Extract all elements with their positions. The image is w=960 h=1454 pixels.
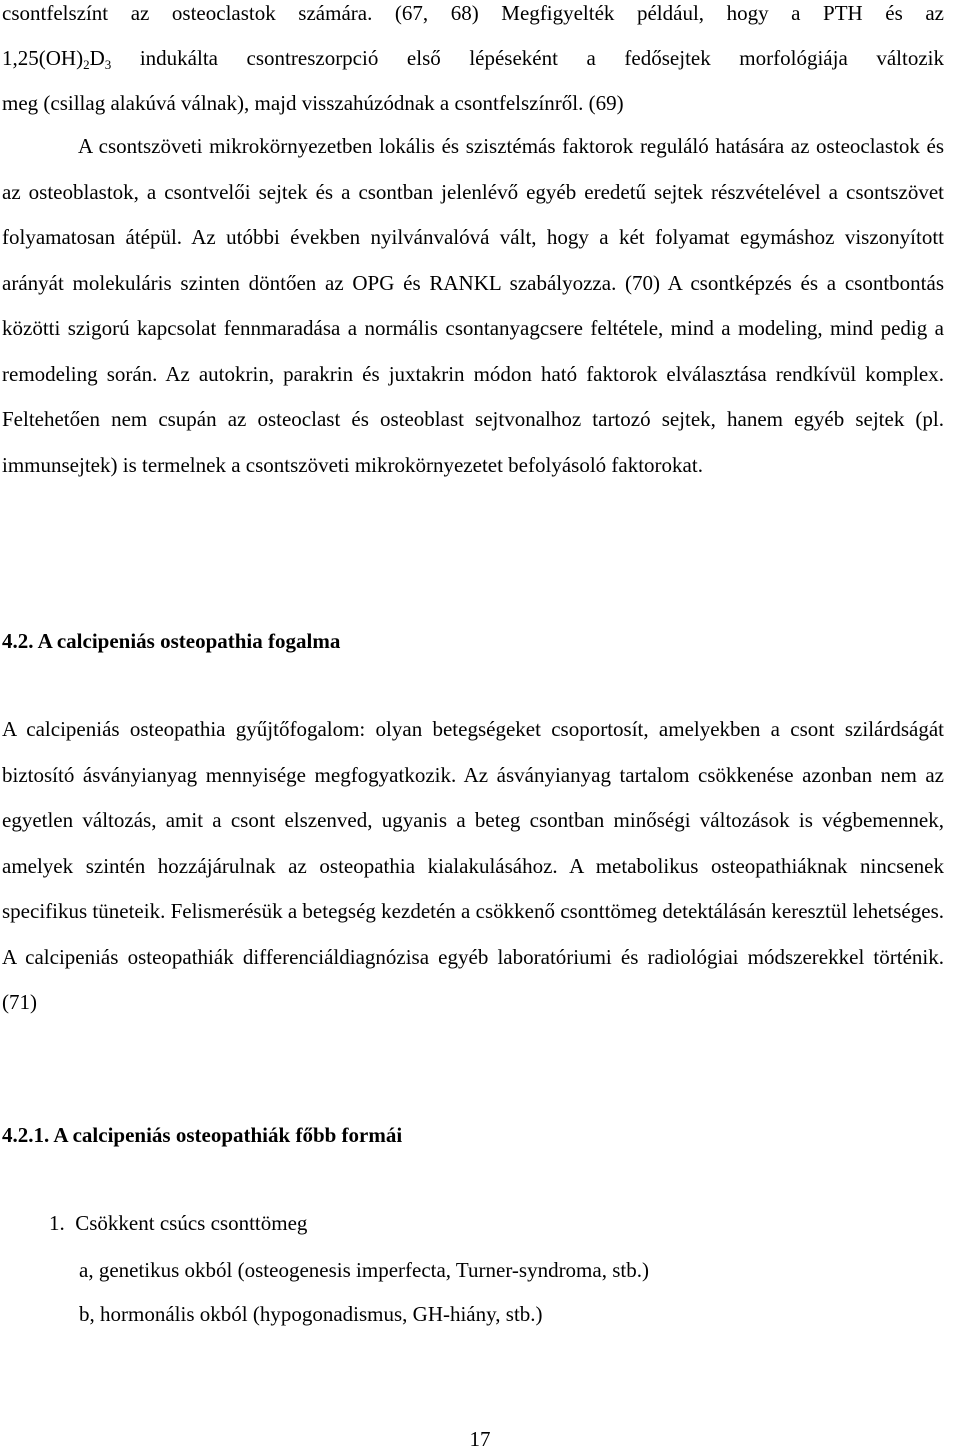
page-number: 17 — [469, 1427, 491, 1451]
subsection-heading: 4.2.1. A calcipeniás osteopathiák főbb formái — [2, 1123, 403, 1147]
paragraph-line — [2, 0, 944, 37]
paragraph-text: indukálta csontreszorpció első lépéseként a fedősejtek morfológiája változik — [111, 46, 944, 70]
paragraph-microenvironment: A csontszöveti mikrokörnyezetben lokális és szisztémás faktorok reguláló hatására az osteoclastok és az osteoblastok, a csontvelői sejtek és a csontban jelenlévő egyéb eredetű sejtek részvételével a csontszövet folyamatosan átépül. Az utóbbi években nyilvánvalóvá vált, hogy a két folyamat egymáshoz viszonyított arányát molekuláris szinten döntően az OPG és RANKL szabályozza. (70) A csontképzés és a csontbontás közötti szigorú kapcsolat fennmaradása a normális csontanyagcsere feltétele, mind a modeling, mind pedig a remodeling során. Az autokrin, parakrin és juxtakrin módon ható faktorok elválasztása rendkívül komplex. Feltehetően nem csupán az osteoclast és osteoblast sejtvonalhoz tartozó sejtek, hanem egyéb sejtek (pl. immunsejtek) is termelnek a csontszöveti mikrokörnyezetet befolyásoló faktorokat. — [2, 134, 944, 477]
formula-text: 1,25(OH) — [2, 46, 84, 70]
subscript: 2 — [83, 57, 90, 72]
paragraph-line — [2, 36, 944, 82]
subscript: 3 — [104, 57, 112, 72]
paragraph-definition: A calcipeniás osteopathia gyűjtőfogalom: olyan betegségeket csoportosít, amelyekben a csont szilárdságát biztosító ásványianyag mennyisége megfogyatkozik. Az ásványianyag tartalom csökkenése azonban nem az egyetlen változás, amit a csont elszenved, ugyanis a beteg csontban minőségi változások is végbemennek, amelyek szintén hozzájárulnak az osteopathia kialakulásához. A metabolikus osteopathiáknak nincsenek specifikus tüneteik. Felismerésük a betegség kezdetén a csökkenő csonttömeg detektálásán keresztül lehetséges. A calcipeniás osteopathiák differenciáldiagnózisa egyéb laboratóriumi és radiológiai módszerekkel történik. (71) — [2, 717, 944, 1014]
paragraph-text: meg (csillag alakúvá válnak), majd visszahúzódnak a csontfelszínről. (69) — [2, 91, 624, 115]
list-subitem: b, hormonális okból (hypogonadismus, GH-hiány, stb.) — [79, 1302, 543, 1326]
paragraph-line — [2, 81, 944, 127]
paragraph-text: csontfelszínt az osteoclastok számára. (67, 68) Megfigyelték például, hogy a PTH és az — [2, 1, 944, 25]
formula-text: D — [89, 46, 105, 70]
list-item: 1. Csökkent csúcs csonttömeg — [49, 1211, 308, 1235]
list-subitem: a, genetikus okból (osteogenesis imperfecta, Turner-syndroma, stb.) — [79, 1258, 649, 1282]
section-heading: 4.2. A calcipeniás osteopathia fogalma — [2, 629, 341, 653]
